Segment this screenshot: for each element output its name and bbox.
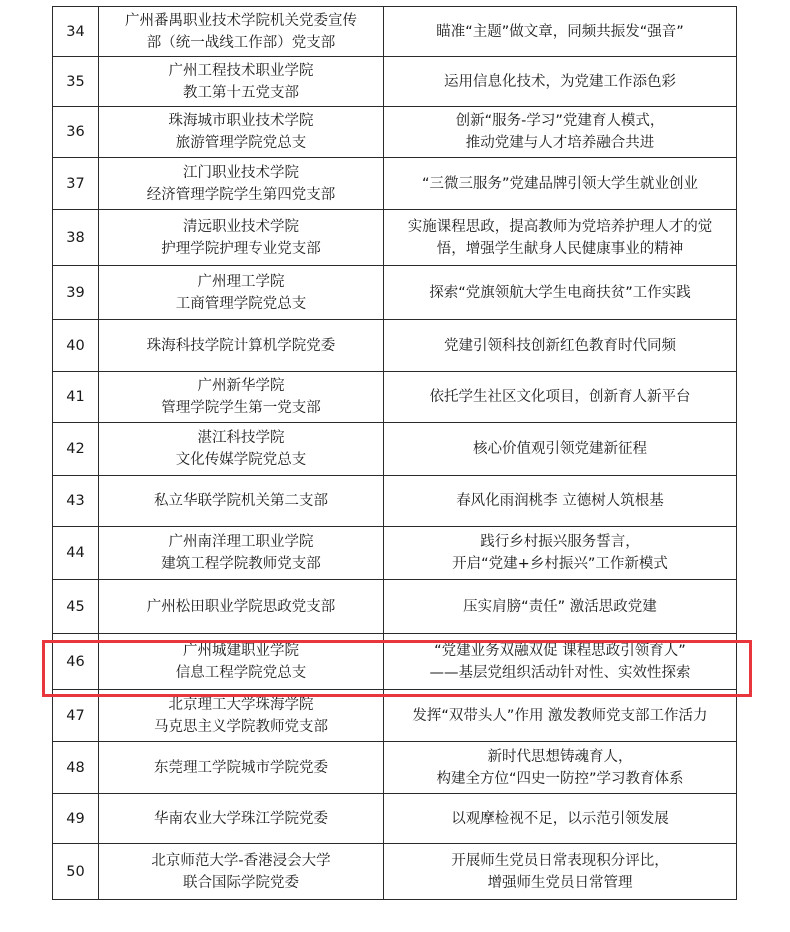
table-row — [53, 527, 737, 580]
unit-name-cell-line: 清远职业技术学院 — [183, 218, 299, 235]
project-title-cell-line: 践行乡村振兴服务誓言， — [480, 534, 640, 550]
unit-name-cell — [99, 57, 384, 107]
project-title-cell-line: 开展师生党员日常表现积分评比， — [451, 852, 669, 869]
unit-name-cell — [99, 372, 384, 423]
unit-name-cell-line: 信息工程学院党总支 — [175, 664, 307, 681]
unit-name-cell-line: 工商管理学院党总支 — [175, 295, 307, 312]
project-title-cell-line: 创新“服务-学习”党建育人模式， — [455, 113, 665, 129]
project-title-cell-line: 发挥“双带头人”作用 激发教师党支部工作活力 — [412, 707, 708, 724]
project-title-cell-line: 运用信息化技术，为党建工作添色彩 — [444, 73, 676, 90]
row-number: 43 — [53, 476, 99, 527]
unit-name-cell-line: 广州松田职业学院思政党支部 — [146, 598, 336, 615]
table-row — [53, 57, 737, 107]
unit-name-cell — [99, 794, 384, 844]
row-number: 41 — [53, 372, 99, 423]
table-body — [53, 7, 737, 900]
unit-name-cell — [99, 210, 384, 266]
unit-name-cell-line: 经济管理学院学生第四党支部 — [146, 186, 336, 203]
table-row — [53, 7, 737, 57]
unit-name-cell-line: 广州新华学院 — [197, 378, 285, 394]
unit-name-cell — [99, 476, 384, 527]
unit-name-cell-line: 广州番禺职业技术学院机关党委宣传 — [125, 12, 357, 29]
project-title-cell — [384, 158, 737, 210]
row-number: 46 — [53, 634, 99, 690]
table-row — [53, 742, 737, 794]
unit-name-cell-line: 文化传媒学院党总支 — [175, 452, 307, 468]
project-title-cell-line: 增强师生党员日常管理 — [487, 874, 633, 891]
project-title-cell-line: 依托学生社区文化项目，创新育人新平台 — [429, 389, 691, 405]
project-title-cell — [384, 210, 737, 266]
row-number: 38 — [53, 210, 99, 266]
unit-name-cell — [99, 7, 384, 57]
unit-name-cell-line: 东莞理工学院城市学院党委 — [154, 759, 328, 776]
project-title-cell-line: 构建全方位“四史一防控”学习教育体系 — [436, 770, 684, 787]
table-row — [53, 794, 737, 844]
project-title-cell-line: 春风化雨润桃李 立德树人筑根基 — [456, 493, 664, 509]
project-title-cell-line: 瞄准“主题”做文章，同频共振发“强音” — [436, 23, 684, 40]
unit-name-cell — [99, 266, 384, 320]
row-number: 37 — [53, 158, 99, 210]
project-title-cell-line: 党建引领科技创新红色教育时代同频 — [444, 337, 676, 354]
unit-name-cell — [99, 107, 384, 158]
unit-name-cell-line: 教工第十五党支部 — [183, 84, 299, 101]
row-number: 47 — [53, 690, 99, 742]
unit-name-cell-line: 湛江科技学院 — [197, 430, 285, 446]
unit-name-cell-line: 北京理工大学珠海学院 — [168, 696, 314, 713]
project-title-cell-line: 推动党建与人才培养融合共进 — [465, 135, 655, 151]
unit-name-cell-line: 江门职业技术学院 — [183, 164, 299, 181]
table-row — [53, 158, 737, 210]
project-title-cell — [384, 742, 737, 794]
project-title-cell-line: “三微三服务”党建品牌引领大学生就业创业 — [421, 175, 699, 192]
row-number: 34 — [53, 7, 99, 57]
project-title-cell — [384, 844, 737, 900]
unit-name-cell-line: 管理学院学生第一党支部 — [161, 400, 321, 416]
unit-name-cell-line: 广州工程技术职业学院 — [168, 62, 314, 79]
unit-name-cell-line: 珠海城市职业技术学院 — [168, 113, 314, 129]
project-title-cell-line: 实施课程思政，提高教师为党培养护理人才的觉 — [407, 218, 713, 235]
project-title-cell — [384, 634, 737, 690]
project-title-cell-line: 悟，增强学生献身人民健康事业的精神 — [436, 240, 684, 257]
unit-name-cell — [99, 634, 384, 690]
unit-name-cell-line: 建筑工程学院教师党支部 — [161, 556, 321, 572]
unit-name-cell — [99, 580, 384, 634]
row-number: 39 — [53, 266, 99, 320]
unit-name-cell-line: 广州城建职业学院 — [183, 642, 299, 659]
table-row — [53, 476, 737, 527]
unit-name-cell-line: 广州南洋理工职业学院 — [168, 534, 314, 550]
row-number: 42 — [53, 423, 99, 476]
project-title-cell — [384, 57, 737, 107]
row-number: 35 — [53, 57, 99, 107]
project-title-cell — [384, 794, 737, 844]
row-number: 44 — [53, 527, 99, 580]
unit-name-cell-line: 珠海科技学院计算机学院党委 — [146, 337, 336, 354]
table-row — [53, 210, 737, 266]
project-title-cell-line: 探索“党旗领航大学生电商扶贫”工作实践 — [429, 284, 691, 301]
table-row — [53, 580, 737, 634]
table-row — [53, 107, 737, 158]
project-title-cell — [384, 690, 737, 742]
unit-name-cell — [99, 844, 384, 900]
unit-name-cell-line: 联合国际学院党委 — [183, 874, 299, 891]
row-number: 50 — [53, 844, 99, 900]
project-title-cell-line: 新时代思想铸魂育人， — [487, 748, 633, 765]
project-title-cell-line: 核心价值观引领党建新征程 — [473, 441, 647, 457]
project-title-cell-line: 以观摩检视不足，以示范引领发展 — [451, 810, 669, 827]
unit-name-cell — [99, 690, 384, 742]
project-title-cell — [384, 7, 737, 57]
project-title-cell — [384, 107, 737, 158]
project-title-cell — [384, 423, 737, 476]
project-title-cell — [384, 372, 737, 423]
table-row — [53, 844, 737, 900]
unit-name-cell — [99, 742, 384, 794]
project-title-cell-line: ——基层党组织活动针对性、实效性探索 — [429, 664, 691, 681]
unit-name-cell-line: 私立华联学院机关第二支部 — [154, 493, 328, 509]
row-number: 49 — [53, 794, 99, 844]
table-row — [53, 320, 737, 372]
unit-name-cell-line: 旅游管理学院党总支 — [175, 135, 307, 151]
project-title-cell — [384, 266, 737, 320]
project-title-cell-line: “党建业务双融双促 课程思政引领育人” — [434, 642, 686, 659]
table-row — [53, 266, 737, 320]
project-title-cell — [384, 580, 737, 634]
row-number: 36 — [53, 107, 99, 158]
table-row — [53, 690, 737, 742]
unit-name-cell-line: 华南农业大学珠江学院党委 — [154, 810, 328, 827]
table-row — [53, 423, 737, 476]
unit-name-cell-line: 北京师范大学-香港浸会大学 — [151, 852, 331, 869]
unit-name-cell — [99, 423, 384, 476]
unit-name-cell — [99, 320, 384, 372]
project-title-cell — [384, 527, 737, 580]
table-row — [53, 372, 737, 423]
project-title-cell-line: 开启“党建+乡村振兴”工作新模式 — [452, 556, 668, 572]
unit-name-cell — [99, 527, 384, 580]
unit-name-cell-line: 广州理工学院 — [197, 273, 285, 290]
award-list-table — [52, 6, 737, 900]
row-number: 45 — [53, 580, 99, 634]
row-number: 40 — [53, 320, 99, 372]
table-row — [53, 634, 737, 690]
row-number: 48 — [53, 742, 99, 794]
project-title-cell — [384, 476, 737, 527]
unit-name-cell — [99, 158, 384, 210]
project-title-cell-line: 压实肩膀“责任” 激活思政党建 — [463, 598, 657, 615]
unit-name-cell-line: 马克思主义学院教师党支部 — [154, 718, 328, 735]
project-title-cell — [384, 320, 737, 372]
unit-name-cell-line: 护理学院护理专业党支部 — [161, 240, 321, 257]
unit-name-cell-line: 部（统一战线工作部）党支部 — [146, 34, 336, 51]
